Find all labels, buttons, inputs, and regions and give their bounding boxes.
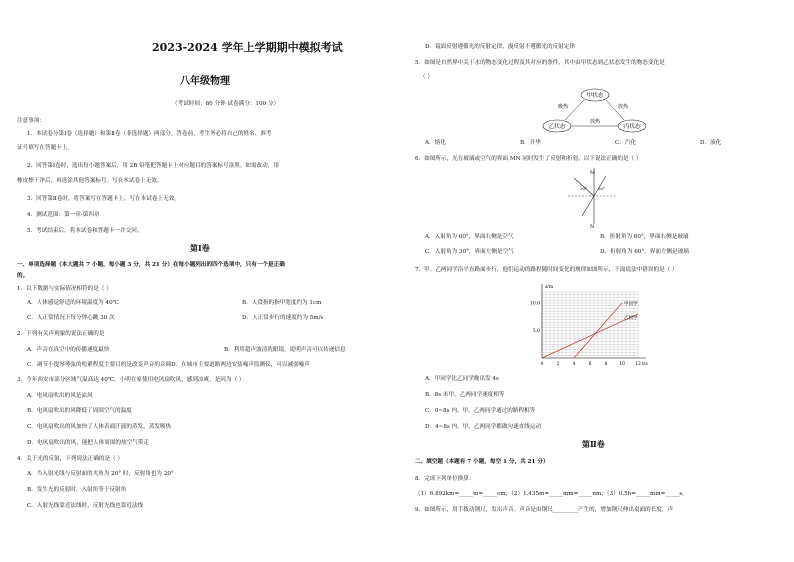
q4-option-b: B．发生光的反射时，入射角等于反射角 <box>27 487 127 493</box>
question-9: 9．如图所示，用手拨动钢尺，发出声音。声音是由钢尺_________产生的，增加钢尺伸出桌面的长度，声 <box>415 507 674 513</box>
arrow-line <box>565 100 584 120</box>
angle-label: 30° <box>580 186 588 191</box>
question-1: 1．以下数据与实际情况相符的是（ ） <box>17 286 112 292</box>
x-tick-label: 2 <box>556 362 560 367</box>
q1-option-d: D．人正常步行的速度约为 5m/s <box>242 315 324 321</box>
refraction-figure <box>560 166 620 228</box>
q8-items: （1）6.892km=_____m=_____cm；（2）1.435m=_____mm=_____nm；（3）0.5h=_____min=_____s。 <box>415 491 688 497</box>
q3-option-d: D．电风扇吹出的风，能把人体周围的热空气带走 <box>27 440 149 446</box>
part2-title: 第Ⅱ卷 <box>582 439 605 449</box>
q6-option-c: C．入射角为 30°，界面左侧是空气 <box>425 249 514 255</box>
series-label-jia: 甲同学 <box>624 302 638 307</box>
q1-option-b: B．人食指的指甲宽度约为 1cm <box>242 300 322 306</box>
q7-option-d: D．4~8s 内，甲、乙两同学都做匀速直线运动 <box>425 424 542 430</box>
angle-label: 30° <box>598 186 606 191</box>
x-tick-label: 10 <box>619 362 625 367</box>
question-4: 4．关于光的反射，下列说法正确的是（ ） <box>17 456 124 462</box>
series-label-yi: 乙同学 <box>624 315 638 321</box>
x-tick-label: 8 <box>604 362 608 367</box>
y-tick-label: 10.0 <box>529 301 540 307</box>
q5-option-b: B．升华 <box>520 140 541 146</box>
release-top-label: 放热 <box>589 119 601 125</box>
notice-title: 注意事项： <box>17 118 45 124</box>
q5-paren: （ ） <box>420 74 433 80</box>
n-label: N <box>590 224 595 228</box>
q2-option-b: B．利用超声波清洗眼镜，说明声音可以传递信息 <box>224 347 346 353</box>
q1-option-c: C．人正常情况下每分钟心跳 30 次 <box>27 315 115 321</box>
notice-line: 4．测试范围：第一章-第四章 <box>27 212 100 218</box>
distance-time-chart <box>520 280 660 370</box>
subject-title: 八年级物理 <box>180 76 230 87</box>
m-label: M <box>590 170 596 176</box>
release-right-label: 放热 <box>618 104 629 110</box>
q4-option-c: C．入射光线靠近法线时，反射光线也靠近法线 <box>27 503 144 509</box>
bing-label: 丙状态 <box>623 124 641 130</box>
notice-line: 2．回答第Ⅰ卷时，选出每小题答案后，用 2B 铅笔把答题卡上对应题目的答案标号涂黑。如需改动，用 <box>27 163 279 169</box>
q6-option-d: D．折射角为 60°，界面左侧是玻璃 <box>600 249 689 255</box>
q7-option-c: C．0~8s 内，甲、乙两同学通过的路程相等 <box>425 408 536 414</box>
y-tick-label: 5.0 <box>532 329 540 334</box>
q2-option-cd: C．调节小提琴琴弦的松紧程度主要目的是改变声音的音调D．在城市主要道路两边安装噪声监测仪，可以减弱噪声 <box>27 362 310 368</box>
q7-option-a: A．甲同学比乙同学晚出发 4s <box>425 376 499 382</box>
exam-title: 2023-2024 学年上学期期中模拟考试 <box>152 41 343 54</box>
x-tick-label: 0 <box>540 362 544 367</box>
q3-option-b: B．电风扇吹出的风降低了周围空气的温度 <box>27 408 132 414</box>
question-8: 8．完成下列单位换算： <box>415 476 475 482</box>
section1-heading-cont: 的。 <box>17 273 29 279</box>
section1-heading: 一、单项选择题（本大题共 7 小题，每小题 3 分，共 21 分）在每小题列出的四个选项中，只有一个是正确 <box>17 262 285 268</box>
question-3: 3．今年西安市部分区域气温高达 40℃，小明在家使用电风扇吹风，感到凉爽，是因为（ ） <box>17 377 245 383</box>
x-tick-label: 12 <box>635 362 641 367</box>
q6-option-a: A．入射角为 60°，界面右侧是空气 <box>425 234 514 240</box>
ray <box>582 196 594 216</box>
q2-option-a: A．声音在真空中的传播速度最快 <box>27 347 110 353</box>
exam-meta: （考试时间：80 分钟 试卷满分：100 分） <box>172 101 280 107</box>
notice-line: 橡皮擦干净后，再选涂其他答案标号。写在本试卷上无效。 <box>17 178 163 184</box>
y-axis-label: s/m <box>545 285 554 290</box>
question-7: 7．甲、乙两同学沿平直路面步行，他们运动的路程随时间变化的规律如图所示，下面说法中错误的是（ ） <box>415 267 678 273</box>
q6-option-b: B．折射角为 60°，界面右侧是玻璃 <box>600 234 689 240</box>
question-6: 6．如图所示，光在玻璃或空气的界面 MN 同时发生了反射和折射，以下说法正确的是（ ） <box>415 156 642 162</box>
section2-heading: 二、填空题（本题有 7 小题，每空 1 分，共 21 分） <box>415 459 549 465</box>
q1-option-a: A．人体感觉舒适的环境温度为 40℃ <box>27 300 119 306</box>
arrow-line <box>606 100 624 120</box>
state-change-diagram <box>540 84 650 136</box>
x-tick-label: 4 <box>572 362 576 367</box>
q5-option-c: C．汽化 <box>615 140 637 146</box>
chart-ticks <box>530 301 641 368</box>
notice-line: 1．本试卷分第Ⅰ卷（选择题）和第Ⅱ卷（非选择题）两部分。答卷前，考生务必将自己的姓名、准考 <box>27 131 272 137</box>
x-axis-label: t/s <box>642 362 648 367</box>
part1-title: 第Ⅰ卷 <box>190 243 210 253</box>
q3-option-a: A．电风扇吹出的风是凉风 <box>27 393 93 399</box>
q4-option-a: A．当入射光线与反射面的夹角为 20° 时，反射角也为 20° <box>27 471 174 477</box>
right-column <box>410 0 780 562</box>
notice-line: 5．考试结束后，将本试卷和答题卡一并交回。 <box>27 228 143 234</box>
x-tick-label: 6 <box>588 362 592 367</box>
left-column <box>12 0 382 562</box>
q5-option-d: D．液化 <box>700 140 722 146</box>
q5-option-a: A．熔化 <box>425 140 446 146</box>
q3-option-c: C．电风扇吹出的风加快了人体表面汗液的蒸发，蒸发吸热 <box>27 424 172 430</box>
absorb-label: 吸热 <box>558 104 569 110</box>
notice-line: 3．回答第Ⅱ卷时，将答案写在答题卡上。写在本试卷上无效。 <box>27 196 180 202</box>
question-2: 2．下列有关声现象的说法正确的是 <box>17 331 105 337</box>
question-5: 5．如图是自然界中关于水的物态变化过程及其对应的条件，其中由甲状态到乙状态发生的物态变化是 <box>415 60 665 66</box>
q7-option-b: B．8s 末甲、乙两同学速度相等 <box>425 392 505 398</box>
notice-line: 证号填写在答题卡上。 <box>17 145 73 151</box>
yi-label: 乙状态 <box>548 124 566 130</box>
q4-option-d: D．镜面反射遵循光的反射定律，漫反射不遵循光的反射定律 <box>425 44 575 50</box>
jia-label: 甲状态 <box>586 93 604 99</box>
